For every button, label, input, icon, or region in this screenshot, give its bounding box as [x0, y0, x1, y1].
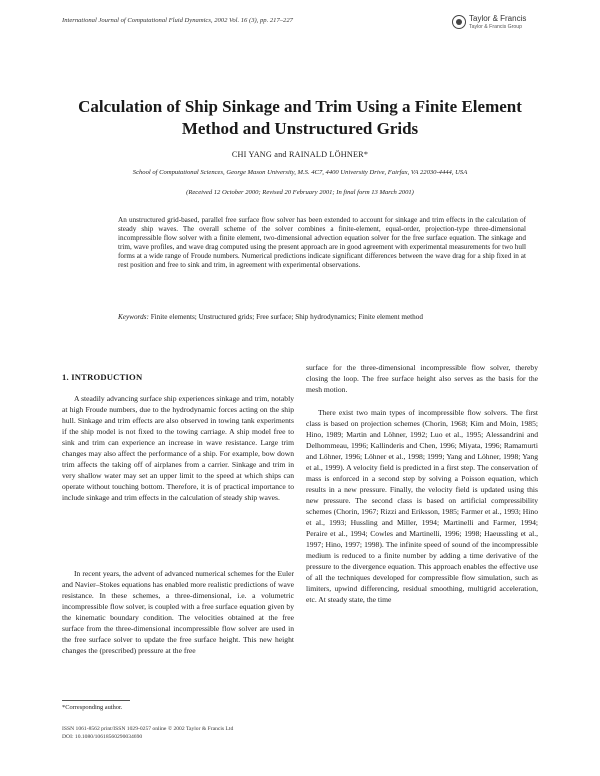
publisher-logo — [452, 13, 552, 43]
keywords — [118, 313, 526, 322]
publisher-logo-icon — [452, 15, 466, 29]
right-column-paragraph-1 — [306, 362, 538, 395]
body-paragraph: There exist two main types of incompressible flow solvers. The first class is based on projection schemes (Chorin, 1968; Kim and Moin, 1985; Hino, 1989; Martin and Löhner, 1992; Luo et al., 1995; Alessandrini and Delhommeau, 1996; Kallinderis and Chen, 1996; Miyata, 1996; Ramamurti and Löhner, 1996; Löhner et al., 1998; 1999; Yang and Löhner, 1998; Yang et al., 1999). A velocity field is predicted in a first step. The conservation of mass is enforced in a second step by solving a Poisson equation, which results in a new pressure. Finally, the velocity field is updated using this new pressure. The second class is based on artificial compressibility schemes (Chorin, 1967; Rizzi and Eriksson, 1985; Farmer et al., 1993; Hino et al., 1993; Hussling and Miller, 1994; Martinelli and Farmer, 1994; Peraire et al., 1994; Cowles and Martinelli, 1996; 1998; Haeussling et al., 1997; Hino, 1997; 1998). The infinite speed of sound of the incompressible medium is reduced to a finite number by adding a time derivative of the pressure to the divergence equation. This approach enables the effective use of all the techniques developed for compressible flow simulation, such as limiters, upwind differencing, residual smoothing, multigrid acceleration, etc. At steady state, the time — [306, 408, 538, 604]
issn: ISSN 1061-8562 print/ISSN 1029-0257 online © 2002 Taylor & Francis Ltd — [62, 726, 234, 732]
article-title — [40, 96, 560, 140]
left-column-paragraph-2 — [62, 568, 294, 656]
authors: CHI YANG and RAINALD LÖHNER* — [231, 150, 369, 159]
journal-citation: International Journal of Computational Fluid Dynamics, 2002 Vol. 16 (3), pp. 217–227 — [62, 17, 293, 24]
body-paragraph: surface for the three-dimensional incompressible flow solver, thereby closing the loop. The free surface height also serves as the basis for the mesh motion. — [306, 363, 538, 394]
keywords-label: Keywords: — [118, 313, 149, 321]
publisher-name: Taylor & Francis — [469, 14, 527, 23]
title-line-1: Calculation of Ship Sinkage and Trim Using a Finite Element — [78, 97, 522, 116]
body-paragraph: In recent years, the advent of advanced numerical schemes for the Euler and Navier–Stokes equations has enabled more realistic predictions of wave resistance. In these schemes, a three-dimensional, i.e. a volumetric incompressible flow solver, is coupled with a free surface equation given by the kinematic boundary condition. The velocities obtained at the free surface from the three-dimensional incompressible flow solver are used in the free surface solver to update the free surface height. This new height changes the (prescribed) pressure at the free — [62, 569, 294, 655]
issn-block — [62, 726, 362, 741]
footnote-rule — [62, 700, 130, 701]
affiliation: School of Computational Sciences, George Mason University, M.S. 4C7, 4400 University Drive, Fairfax, VA 22030-4444, USA — [132, 169, 468, 176]
keywords-list: Finite elements; Unstructured grids; Free surface; Ship hydrodynamics; Finite element method — [150, 313, 423, 321]
doi: DOI: 10.1080/10618560290034690 — [62, 733, 143, 740]
footnote: *Corresponding author. — [62, 704, 123, 711]
title-line-2: Method and Unstructured Grids — [181, 119, 419, 138]
section-heading: 1. INTRODUCTION — [62, 372, 143, 382]
body-paragraph: A steadily advancing surface ship experiences sinkage and trim, notably at high Froude numbers, due to the hydrodynamic forces acting on the ship hull. Sinkage and trim effects are also observed in towing tank experiments if the ship model is not fixed to the towing carriage. A ship model free to sink and trim can experience an increase in wave resistance. Large trim changes may also affect the performance of a ship. For example, bow down trim affects the taking off of airplanes from a carrier. Sinkage and trim in very shallow water may set an upper limit to the speed at which ships can operate without touching bottom. Therefore, it is of practical importance to include sinkage and trim effects in the calculation of steady ship waves. — [62, 394, 294, 502]
left-column-paragraph-1 — [62, 393, 294, 503]
received-dates: (Received 12 October 2000; Revised 20 February 2001; In final form 13 March 2001) — [186, 189, 414, 196]
abstract: An unstructured grid-based, parallel free surface flow solver has been extended to account for sinkage and trim effects in the calculation of steady ship waves. The overall scheme of the solver combines a finite-element, equal-order, projection-type three-dimensional incompressible flow solver with a finite element, two-dimensional advection equation solver for the free surface equation. The sinkage and trim, wave profiles, and wave drag computed using the present approach are in good agreement with experimental measurements for two hull forms at a wide range of Froude numbers. Numerical predictions indicate significant differences between the wave drag for a ship fixed in at rest position and free to sink and trim, in agreement with experimental observations. — [118, 216, 526, 269]
right-column-paragraph-2 — [306, 407, 538, 605]
publisher-subtitle: Taylor & Francis Group — [469, 24, 523, 30]
